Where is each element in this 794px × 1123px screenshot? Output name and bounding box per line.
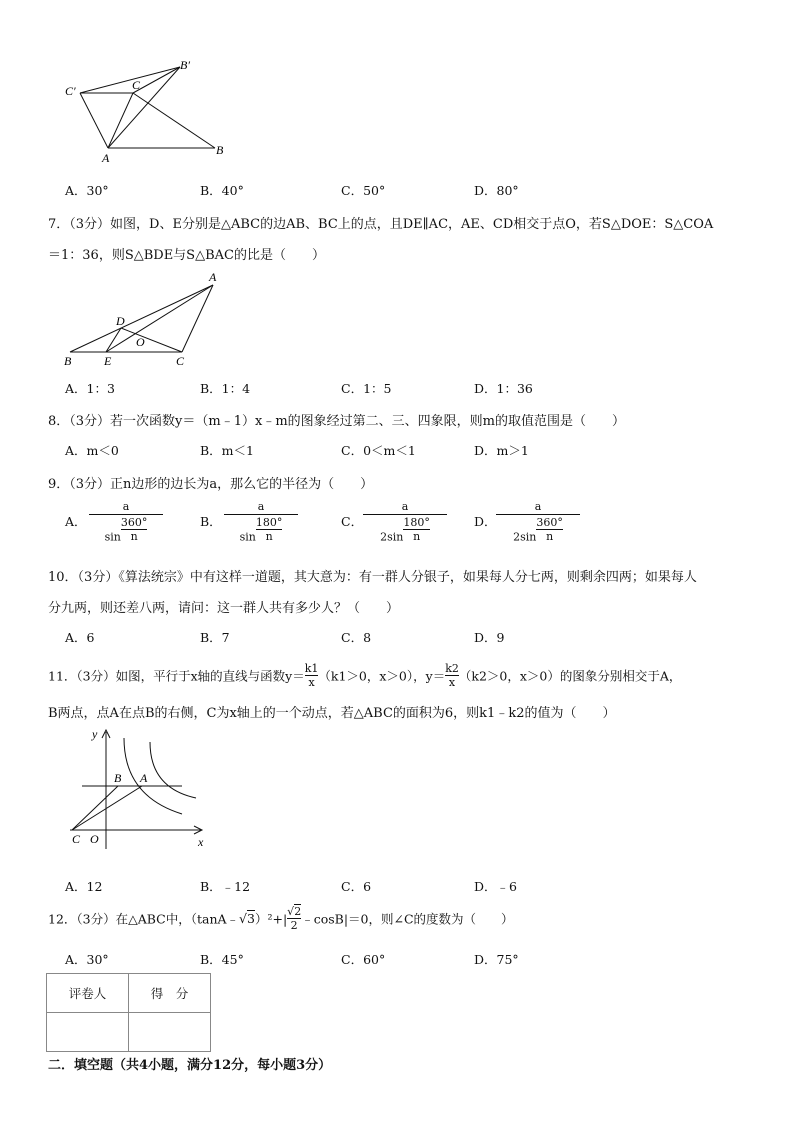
- inner-numerator: 180°: [403, 516, 430, 529]
- q7-option-c[interactable]: C．1：5: [341, 381, 392, 396]
- q7-option-b[interactable]: B．1：4: [200, 381, 251, 396]
- inner-denominator: n: [403, 529, 430, 543]
- q11-figure: [62, 724, 212, 852]
- q11-text-c: （k2＞0，x＞0）的图象分别相交于A，: [458, 668, 682, 684]
- q12-text-c: ﹣cosB|＝0，则∠C的度数为（ ）: [301, 911, 514, 927]
- q11-option-c[interactable]: C．6: [341, 879, 372, 894]
- score-cell[interactable]: [129, 1013, 211, 1052]
- grader-cell[interactable]: [47, 1013, 129, 1052]
- fraction-k2-over-x: [445, 662, 459, 689]
- q11-option-d[interactable]: D．﹣6: [474, 879, 517, 894]
- q6-option-c[interactable]: C．50°: [341, 183, 386, 198]
- option-letter: B．: [200, 514, 222, 529]
- label-d: D: [116, 314, 125, 328]
- q8-text: 8．（3分）若一次函数y＝（m﹣1）x﹣m的图象经过第二、三、四象限，则m的取值范围是（ ）: [48, 414, 625, 429]
- numerator: k1: [304, 662, 319, 675]
- q12-option-a[interactable]: A．30°: [65, 952, 109, 967]
- q7-option-d[interactable]: D．1：36: [474, 381, 533, 396]
- label-b: B: [64, 354, 72, 368]
- q6-option-a[interactable]: A．30°: [65, 183, 109, 198]
- q10-text-line1: 10．（3分）《算法统宗》中有这样一道题，其大意为：有一群人分银子，如果每人分七两，则剩余四两；如果每人: [48, 570, 697, 585]
- inner-numerator: 360°: [120, 516, 148, 529]
- q11-text-b: （k1＞0，x＞0），y＝: [318, 668, 446, 684]
- radicand: 2: [294, 905, 302, 918]
- section-heading: 二．填空题（共4小题，满分12分，每小题3分）: [48, 1058, 332, 1073]
- label-b: B: [114, 771, 122, 785]
- label-b-prime: B′: [180, 58, 190, 72]
- label-o: O: [136, 335, 145, 349]
- q8-option-d[interactable]: D．m＞1: [474, 443, 529, 458]
- q12-option-d[interactable]: D．75°: [474, 952, 519, 967]
- grade-table: [46, 973, 211, 1052]
- q11-option-a[interactable]: A．12: [65, 879, 103, 894]
- label-c-prime: C′: [65, 84, 76, 98]
- sqrt-radicand: 3: [247, 911, 255, 926]
- score-header: 得 分: [129, 974, 211, 1013]
- sin-prefix: sin: [104, 530, 121, 544]
- q7-text-line1: 7．（3分）如图，D、E分别是△ABC的边AB、BC上的点，且DE∥AC，AE、CD相交于点O，若S△DOE：S△COA: [48, 217, 714, 232]
- label-a: A: [102, 151, 110, 165]
- label-a: A: [209, 270, 217, 284]
- q8-option-b[interactable]: B．m＜1: [200, 443, 254, 458]
- denominator: x: [305, 675, 319, 689]
- q8-option-c[interactable]: C．0＜m＜1: [341, 443, 416, 458]
- q7-figure: [60, 268, 235, 370]
- q11-text-a: 11．（3分）如图，平行于x轴的直线与函数y＝: [48, 668, 305, 684]
- numerator: a: [257, 500, 265, 513]
- q10-option-b[interactable]: B．7: [200, 630, 230, 645]
- q6-option-b[interactable]: B．40°: [200, 183, 244, 198]
- sin-prefix: 2sin: [513, 530, 537, 544]
- q12-text-b: ）²+|: [254, 911, 288, 927]
- q10-option-a[interactable]: A．6: [65, 630, 95, 645]
- label-e: E: [104, 354, 112, 368]
- inner-denominator: n: [536, 529, 563, 543]
- q9-text: 9．（3分）正n边形的边长为a，那么它的半径为（ ）: [48, 477, 374, 492]
- q10-option-d[interactable]: D．9: [474, 630, 505, 645]
- q12-option-b[interactable]: B．45°: [200, 952, 244, 967]
- label-b: B: [216, 143, 224, 157]
- q12-option-c[interactable]: C．60°: [341, 952, 386, 967]
- inner-denominator: n: [121, 529, 148, 543]
- sin-prefix: 2sin: [380, 530, 404, 544]
- q6-option-d[interactable]: D．80°: [474, 183, 519, 198]
- inner-numerator: 180°: [255, 516, 283, 529]
- q8-option-a[interactable]: A．m＜0: [65, 443, 119, 458]
- inner-numerator: 360°: [536, 516, 563, 529]
- numerator: a: [122, 500, 130, 513]
- inner-denominator: n: [256, 529, 283, 543]
- option-letter: D．: [474, 514, 497, 529]
- q11-text-line2: B两点，点A在点B的右侧，C为x轴上的一个动点，若△ABC的面积为6，则k1﹣k2的值为（ ）: [48, 706, 616, 721]
- fraction-sqrt2-over-2: [287, 905, 301, 932]
- q12-text: [48, 905, 514, 932]
- denominator: 2: [287, 918, 301, 932]
- q10-text-line2: 分九两，则还差八两，请问：这一群人共有多少人？（ ）: [48, 601, 400, 616]
- label-a: A: [140, 771, 148, 785]
- sin-prefix: sin: [239, 530, 256, 544]
- q11-option-b[interactable]: B．﹣12: [200, 879, 251, 894]
- q7-option-a[interactable]: A．1：3: [65, 381, 115, 396]
- q12-text-a: 12．（3分）在△ABC中，（tanA﹣: [48, 911, 240, 927]
- label-o: O: [90, 832, 99, 846]
- numerator: √2: [287, 905, 302, 918]
- q7-text-line2: ＝1：36，则S△BDE与S△BAC的比是（ ）: [48, 248, 325, 263]
- label-c: C: [132, 78, 141, 92]
- fraction-k1-over-x: [305, 662, 319, 689]
- label-x: x: [198, 835, 204, 849]
- grader-header: 评卷人: [47, 974, 129, 1013]
- q6-figure: [60, 55, 240, 165]
- label-c: C: [176, 354, 185, 368]
- q10-option-c[interactable]: C．8: [341, 630, 372, 645]
- label-c: C: [72, 832, 81, 846]
- sqrt-symbol: √: [239, 911, 248, 926]
- option-letter: C．: [341, 514, 364, 529]
- numerator: a: [401, 500, 409, 513]
- numerator: k2: [445, 662, 459, 675]
- option-letter: A．: [65, 514, 87, 529]
- numerator: a: [534, 500, 542, 513]
- label-y: y: [92, 727, 98, 741]
- q11-text-line1: [48, 662, 681, 689]
- denominator: x: [445, 675, 459, 689]
